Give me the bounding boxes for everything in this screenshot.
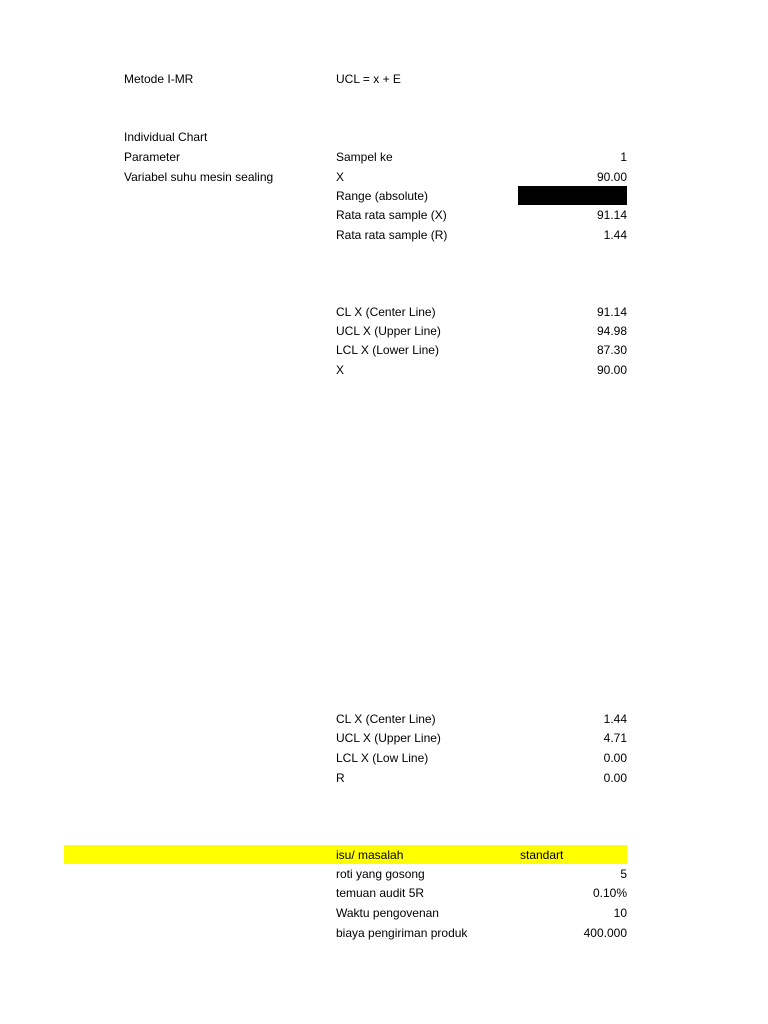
issue-shipping-cost: biaya pengiriman produk (336, 926, 468, 940)
issue-burnt-bread-standard: 5 (620, 867, 627, 881)
mean-sample-x-value: 91.14 (596, 208, 627, 222)
issue-shipping-cost-standard: 400.000 (583, 926, 627, 940)
x-cl-label: CL X (Center Line) (336, 305, 436, 319)
x-current-value: 90.00 (596, 363, 627, 377)
ucl-formula: UCL = x + E (336, 72, 401, 86)
x-value: 90.00 (596, 170, 627, 184)
mean-sample-r-label: Rata rata sample (R) (336, 228, 448, 242)
range-absolute-label: Range (absolute) (336, 189, 429, 203)
mean-sample-r-value: 1.44 (603, 228, 627, 242)
x-ucl-value: 94.98 (596, 324, 627, 338)
x-cl-value: 91.14 (596, 305, 627, 319)
issue-audit-5r-standard: 0.10% (592, 886, 627, 900)
variable-label: Variabel suhu mesin sealing (124, 170, 274, 184)
issue-baking-time-standard: 10 (613, 906, 627, 920)
issues-header-standard: standart (520, 848, 564, 862)
mr-lcl-value: 0.00 (603, 751, 627, 765)
x-ucl-label: UCL X (Upper Line) (336, 324, 441, 338)
x-lcl-label: LCL X (Lower Line) (336, 343, 439, 357)
parameter-label: Parameter (124, 150, 181, 164)
x-current-label: X (336, 363, 345, 377)
mr-cl-label: CL X (Center Line) (336, 712, 436, 726)
mr-cl-value: 1.44 (603, 712, 627, 726)
issue-audit-5r: temuan audit 5R (336, 886, 425, 900)
mr-lcl-label: LCL X (Low Line) (336, 751, 429, 765)
x-label: X (336, 170, 345, 184)
mr-ucl-value: 4.71 (603, 731, 627, 745)
issue-baking-time: Waktu pengovenan (336, 906, 439, 920)
mean-sample-x-label: Rata rata sample (X) (336, 208, 447, 222)
method-label: Metode I-MR (124, 72, 194, 86)
sample-number-value: 1 (620, 150, 627, 164)
range-absolute-value-cell (518, 186, 627, 205)
individual-chart-title: Individual Chart (124, 130, 208, 144)
mr-ucl-label: UCL X (Upper Line) (336, 731, 441, 745)
x-lcl-value: 87.30 (596, 343, 627, 357)
mr-r-label: R (336, 771, 345, 785)
sample-number-label: Sampel ke (336, 150, 393, 164)
mr-r-value: 0.00 (603, 771, 627, 785)
issue-burnt-bread: roti yang gosong (336, 867, 425, 881)
issues-header-issue: isu/ masalah (336, 848, 404, 862)
